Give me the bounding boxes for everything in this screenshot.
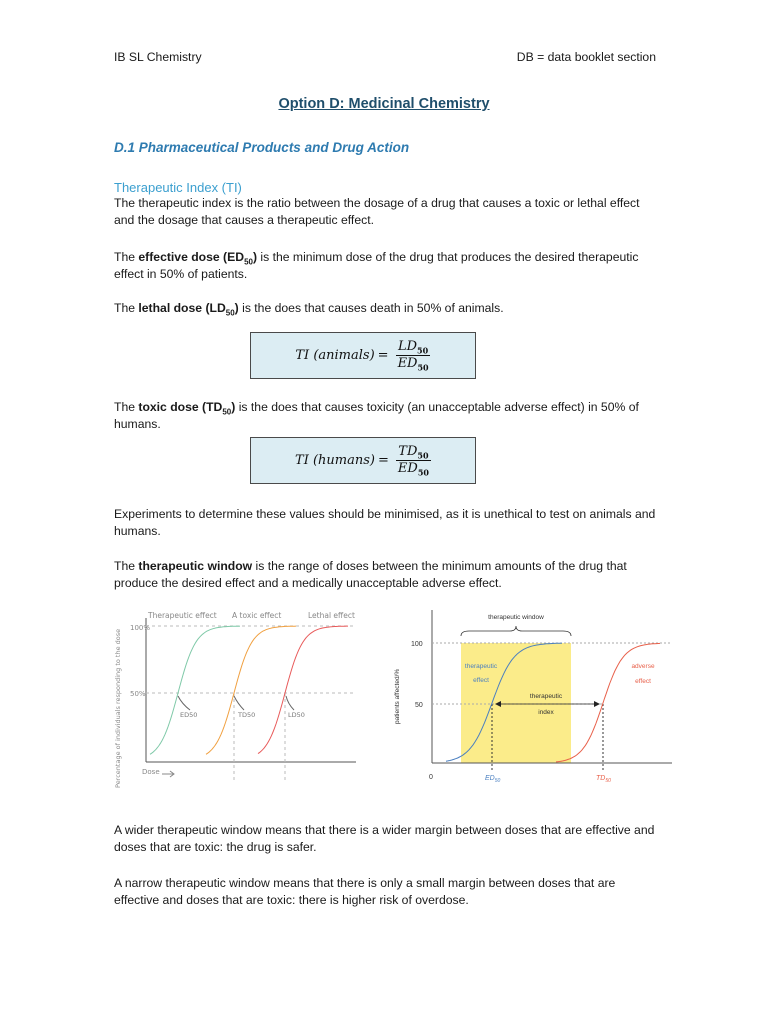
- experiments-paragraph: Experiments to determine these values should be minimised, as it is unethical to test on animals and humans.: [114, 507, 656, 538]
- fig1-tick-100: 100%: [130, 624, 151, 632]
- subheading-ti: Therapeutic Index (TI): [114, 180, 242, 195]
- intro-paragraph: The therapeutic index is the ratio between the dosage of a drug that causes a toxic or lethal effect and the dosage that causes a therapeutic effect.: [114, 196, 640, 227]
- wider-window-paragraph: A wider therapeutic window means that there is a wider margin between doses that are effective and doses that are toxic: the drug is safer.: [114, 823, 655, 854]
- window-label: therapeutic window: [488, 614, 544, 621]
- window-brace: [461, 626, 571, 636]
- index-label-line1: therapeutic: [529, 693, 563, 700]
- adverse-effect-curve: [556, 643, 660, 762]
- fig2-ed50-label: $ED_{50}$: [485, 775, 501, 784]
- fig2-td50-label: $TD_{50}$: [596, 775, 611, 784]
- window-paragraph: The therapeutic window is the range of doses between the minimum amounts of the drug that produce the desired effect and a medically unacceptable adverse effect.: [114, 559, 627, 590]
- formula-fraction: $\frac{TD_{50}}{ED_{50}}$: [397, 444, 429, 478]
- adverse-effect-label-line2: effect: [635, 678, 651, 685]
- formula-equals: =: [377, 348, 389, 363]
- therapeutic-effect-label-line2: effect: [473, 677, 489, 684]
- fig1-label-therapeutic: Therapeutic effect: [148, 611, 217, 620]
- ed50-paragraph: The effective dose $(ED_{50})$ is the minimum dose of the drug that produces the desired therapeutic effect in 50% of patients.: [114, 250, 639, 281]
- fig1-curve-toxic: [206, 626, 296, 754]
- dose-response-figure: [110, 604, 360, 794]
- header-note: DB = data booklet section: [516, 50, 656, 64]
- section-heading: D.1 Pharmaceutical Products and Drug Action: [114, 140, 410, 155]
- fig2-tick-100: 100: [411, 641, 423, 648]
- formula-lhs: TI (humans): [295, 453, 375, 468]
- formula-ti-animals: [250, 332, 476, 379]
- fig1-td-pointer: [234, 696, 244, 710]
- fig1-ed50-label: ED50: [180, 711, 198, 719]
- fig1-tick-50: 50%: [130, 690, 146, 698]
- td50-paragraph: The toxic dose $(TD_{50})$ is the does that causes toxicity (an unacceptable adverse effect) in 50% of humans.: [114, 400, 639, 431]
- index-label-line2: index: [538, 709, 554, 716]
- formula-fraction: $\frac{LD_{50}}{ED_{50}}$: [397, 339, 429, 373]
- therapeutic-window-region: [461, 643, 571, 763]
- fig2-y-label: patients affected/%: [394, 668, 401, 724]
- header-course: IB SL Chemistry: [114, 50, 202, 64]
- fig1-ld-pointer: [286, 696, 294, 710]
- index-arrowhead-right: [594, 701, 600, 707]
- fig1-ed-pointer: [178, 696, 190, 710]
- page-title: Option D: Medicinal Chemistry: [278, 96, 490, 112]
- fig1-curve-therapeutic: [150, 626, 240, 754]
- ld50-paragraph: The lethal dose $(LD_{50})$ is the does that causes death in 50% of animals.: [114, 301, 504, 318]
- formula-lhs: TI (animals): [295, 348, 375, 363]
- formula-equals: =: [377, 453, 389, 468]
- fig1-td50-label: TD50: [238, 711, 256, 719]
- therapeutic-window-figure: [384, 606, 674, 790]
- fig2-tick-0: 0: [429, 774, 433, 781]
- fig1-label-lethal: Lethal effect: [308, 611, 355, 620]
- fig1-x-label: Dose: [142, 768, 160, 776]
- therapeutic-effect-label-line1: therapeutic: [464, 663, 498, 670]
- fig1-dose-arrow: [162, 771, 174, 777]
- fig1-y-label: Percentage of individuals responding to the dose: [114, 628, 122, 788]
- fig1-curve-lethal: [258, 626, 348, 754]
- narrow-window-paragraph: A narrow therapeutic window means that there is only a small margin between doses that are effective and doses that are toxic: there is higher risk of overdose.: [114, 876, 616, 907]
- fig1-ld50-label: LD50: [288, 711, 305, 719]
- adverse-effect-label-line1: adverse: [631, 663, 655, 670]
- fig1-label-toxic: A toxic effect: [232, 611, 282, 620]
- formula-ti-humans: [250, 437, 476, 484]
- fig2-tick-50: 50: [415, 702, 423, 709]
